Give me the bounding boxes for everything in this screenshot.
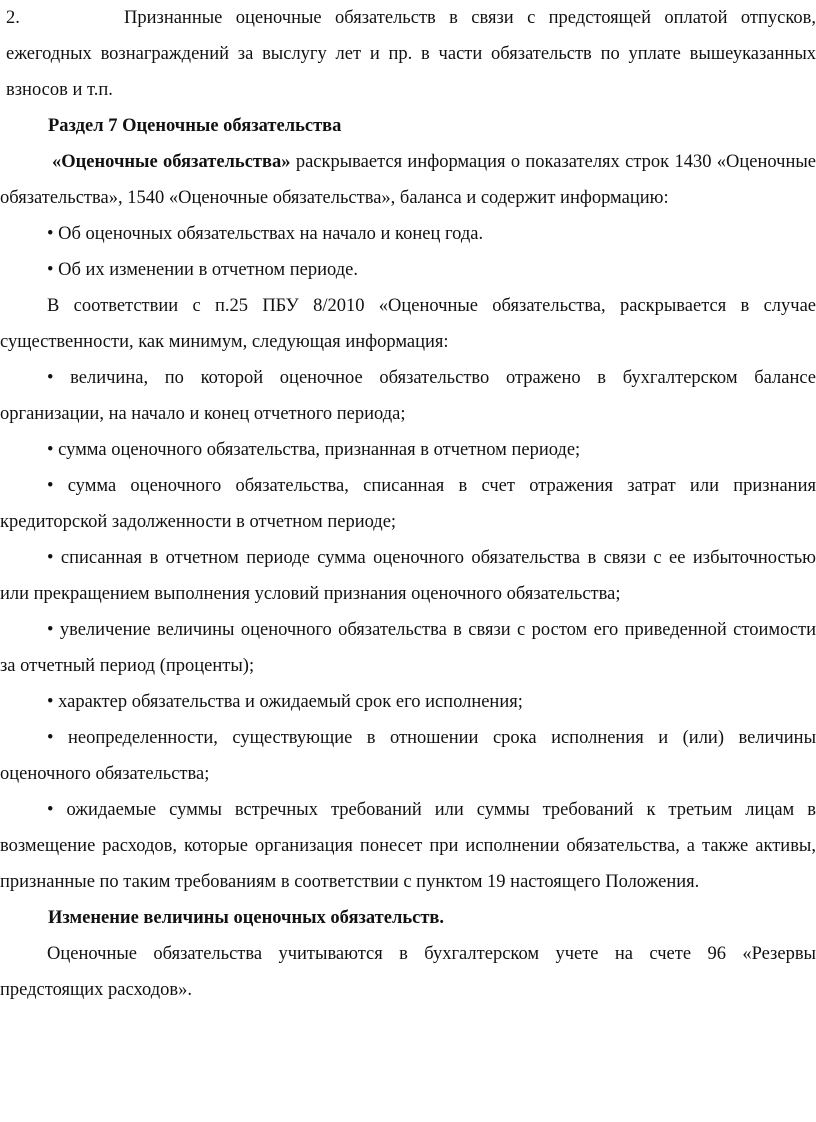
change-heading: Изменение величины оценочных обязательств.	[48, 908, 445, 928]
bullet-item: • списанная в отчетном периоде сумма оценочного обязательства в связи с ее избыточностью или прекращением выполнения условий признания оценочного обязательства;	[0, 548, 816, 604]
intro-bold-term: «Оценочные обязательства»	[52, 152, 291, 172]
closing-paragraph: Оценочные обязательства учитываются в бухгалтерском учете на счете 96 «Резервы предстоящих расходов».	[0, 944, 816, 1000]
intro-paragraph	[0, 144, 816, 216]
intro-text: раскрывается информация о показателях строк 1430 «Оценочные обязательства», 1540 «Оценочные обязательства», баланса и содержит информацию:	[0, 152, 816, 208]
bullet-item: • Об оценочных обязательствах на начало и конец года.	[47, 224, 484, 244]
bullet-item: • Об их изменении в отчетном периоде.	[47, 260, 358, 280]
list-item-text: Признанные оценочные обязательств в связи с предстоящей оплатой отпусков, ежегодных вознаграждений за выслугу лет и пр. в части обязательств по уплате вышеуказанных взносов и т.п.	[6, 8, 816, 100]
bullet-item: • ожидаемые суммы встречных требований или суммы требований к третьим лицам в возмещение расходов, которые организация понесет при исполнении обязательства, а также активы, признанные по таким требованиям в соответствии с пунктом 19 настоящего Положения.	[0, 800, 816, 892]
list-number: 2.	[6, 8, 20, 28]
bullet-item: • сумма оценочного обязательства, признанная в отчетном периоде;	[47, 440, 581, 460]
bullet-item: • величина, по которой оценочное обязательство отражено в бухгалтерском балансе организации, на начало и конец отчетного периода;	[0, 368, 816, 424]
list-item-2	[0, 0, 816, 108]
bullet-item: • сумма оценочного обязательства, списанная в счет отражения затрат или признания кредиторской задолженности в отчетном периоде;	[0, 476, 816, 532]
bullet-item: • увеличение величины оценочного обязательства в связи с ростом его приведенной стоимости за отчетный период (проценты);	[0, 620, 816, 676]
section-heading: Раздел 7 Оценочные обязательства	[48, 116, 342, 136]
bullet-item: • характер обязательства и ожидаемый срок его исполнения;	[47, 692, 523, 712]
bullet-item: • неопределенности, существующие в отношении срока исполнения и (или) величины оценочного обязательства;	[0, 728, 816, 784]
pbu-paragraph: В соответствии с п.25 ПБУ 8/2010 «Оценочные обязательства, раскрывается в случае существенности, как минимум, следующая информация:	[0, 296, 816, 352]
